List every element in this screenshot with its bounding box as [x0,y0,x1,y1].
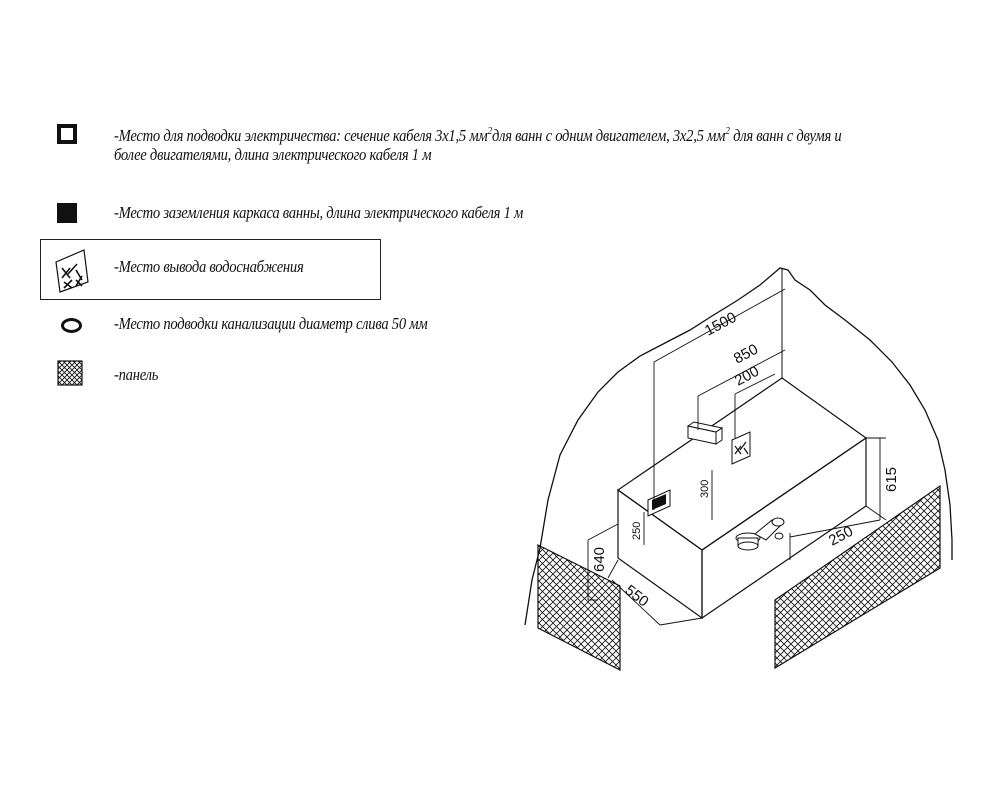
water-outlet-icon [50,246,94,294]
bath-mixer [736,518,784,550]
crosshatch-icon [57,360,83,386]
legend-panel: -панель [114,365,159,384]
dim-615: 615 [883,466,900,492]
hollow-square-icon [57,124,77,144]
dim-200: 200 [731,362,762,390]
dim-550: 550 [621,581,652,611]
ellipse-icon [61,318,82,333]
legend-electric-line1: -Место для подводки электричества: сечение кабеля 3х1,5 $мм^2для$ ванн с одним двигателем, 3х2,5 $мм^2$ для ванн с двумя и [114,125,842,145]
dim-300: 300 [699,479,711,498]
panel-right [775,486,940,668]
filled-square-icon [57,203,77,223]
dim-1500: 1500 [701,308,740,340]
dim-850: 850 [730,340,761,368]
legend-water: -Место вывода водоснабжения [114,257,304,276]
dim-250-right: 250 [825,522,856,550]
dim-250-left: 250 [631,521,643,540]
wall-spout [688,422,722,444]
dim-640: 640 [591,546,608,572]
legend-electric-line2: более двигателями, длина электрического кабеля 1 м [114,145,432,164]
electric-marker [648,490,670,516]
legend-ground: -Место заземления каркаса ванны, длина электрического кабеля 1 м [114,203,524,222]
legend-drain: -Место подводки канализации диаметр слива 50 мм [114,314,428,333]
